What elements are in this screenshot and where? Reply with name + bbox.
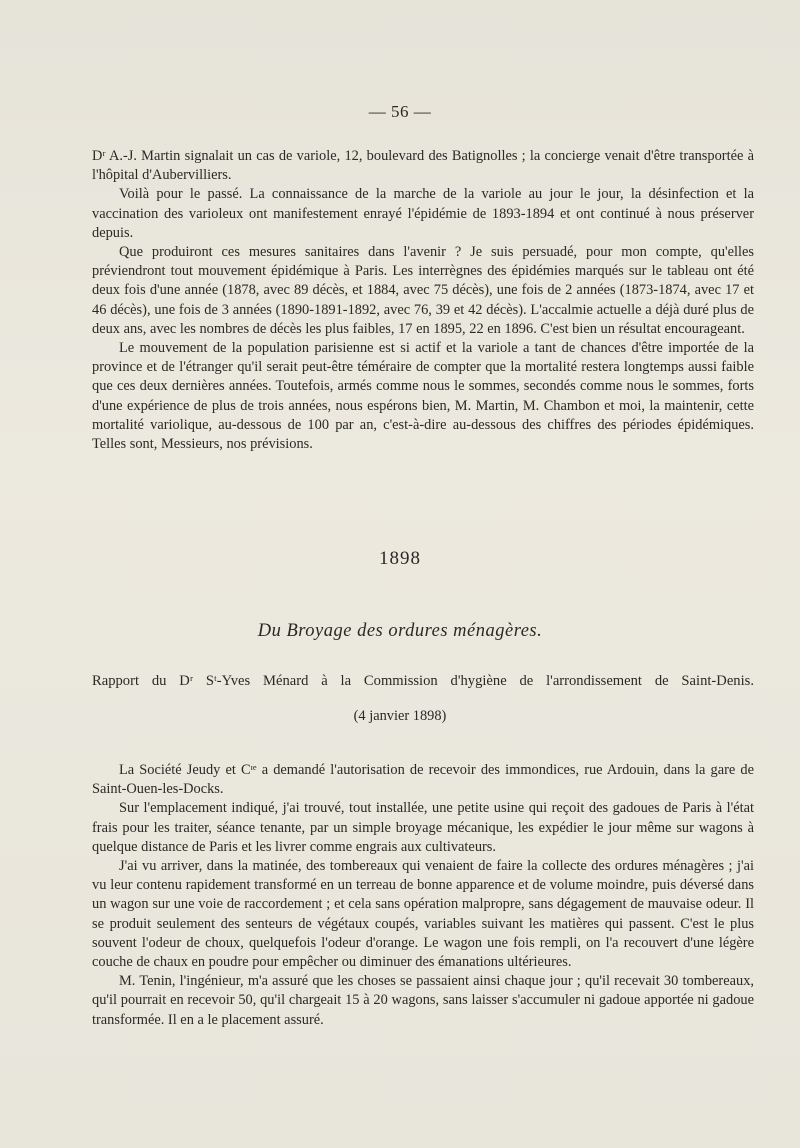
paragraph: M. Tenin, l'ingénieur, m'a assuré que les choses se passaient ainsi chaque jour ; qu'il recevait 30 tombereaux, qu'il pourrait en recevoir 50, qu'il chargeait 15 à 20 wagons, sans laisser s'accumuler ni gadoue apportée ni gadoue transformée. Il en a le placement assuré. [92,973,754,1028]
paragraph: Que produiront ces mesures sanitaires dans l'avenir ? Je suis persuadé, pour mon compte, qu'elles préviendront tout mouvement épidémique à Paris. Les interrègnes des épidémies marqués sur le tableau ont été deux fois d'une année (1878, avec 89 décès, et 1884, avec 75 décès), une fois de 2 années (1873-1874, avec 17 et 46 décès), une fois de 3 années (1890-1891-1892, avec 76, 39 et 42 décès). L'accalmie actuelle a déjà duré plus de deux ans, avec les nombres de décès les plus faibles, 17 en 1895, 22 en 1896. C'est bien un résultat encourageant. [92,244,754,337]
article-title: Du Broyage des ordures ménagères. [257,621,543,641]
page-number: — 56 — [368,102,432,121]
paragraph: Sur l'emplacement indiqué, j'ai trouvé, tout installée, une petite usine qui reçoit des gadoues de Paris à l'état frais pour les traiter, séance tenante, par un simple broyage mécanique, les expédier le jour même sur wagons à quelque distance de Paris et les livrer comme engrais aux cultivateurs. [92,800,754,855]
year-heading: 1898 [379,548,421,569]
report-date: (4 janvier 1898) [353,708,447,724]
paragraph: Voilà pour le passé. La connaissance de la marche de la variole au jour le jour, la désinfection et la vaccination des varioleux ont manifestement enrayé l'épidémie de 1893-1894 et ont continué à nous préserver depuis. [92,186,754,241]
paragraph: J'ai vu arriver, dans la matinée, des tombereaux qui venaient de faire la collecte des ordures ménagères ; j'ai vu leur contenu rapidement transformé en un terreau de bonne apparence et de volume moindre, puis déversé dans un wagon sur une voie de raccordement ; et cela sans opération malpropre, sans dégagement de mauvaise odeur. Il se produit seulement des senteurs de végétaux coupés, variables suivant les matières qui passent. C'est le plus souvent l'odeur de choux, quelquefois l'odeur d'orange. Le wagon une fois rempli, on l'a recouvert d'une légère couche de chaux en poudre pour empêcher ou diminuer des émanations ultérieures. [92,858,754,971]
paragraph: La Société Jeudy et Cᶦᵉ a demandé l'autorisation de recevoir des immondices, rue Ardouin, dans la gare de Saint-Ouen-les-Docks. [92,762,754,798]
paragraph: Le mouvement de la population parisienne est si actif et la variole a tant de chances d'être importée de la province et de l'étranger qu'il serait peut-être téméraire de compter que la mortalité restera longtemps aussi faible que ces deux dernières années. Toutefois, armés comme nous le sommes, secondés comme nous le sommes, forts d'une expérience de plus de trois années, nous espérons bien, M. Martin, M. Chambon et moi, la maintenir, cette mortalité variolique, au-dessous de 100 par an, c'est-à-dire au-dessous des chiffres des périodes épidémiques. Telles sont, Messieurs, nos prévisions. [92,340,754,453]
paragraph: Dʳ A.-J. Martin signalait un cas de variole, 12, boulevard des Batignolles ; la concierge venait d'être transportée à l'hôpital d'Aubervilliers. [92,148,754,184]
report-attribution: Rapport du Dʳ Sᵗ-Yves Ménard à la Commission d'hygiène de l'arrondissement de Saint-Denis. [92,673,754,689]
text-section-broyage [92,761,754,1030]
text-section-variole [92,147,754,454]
